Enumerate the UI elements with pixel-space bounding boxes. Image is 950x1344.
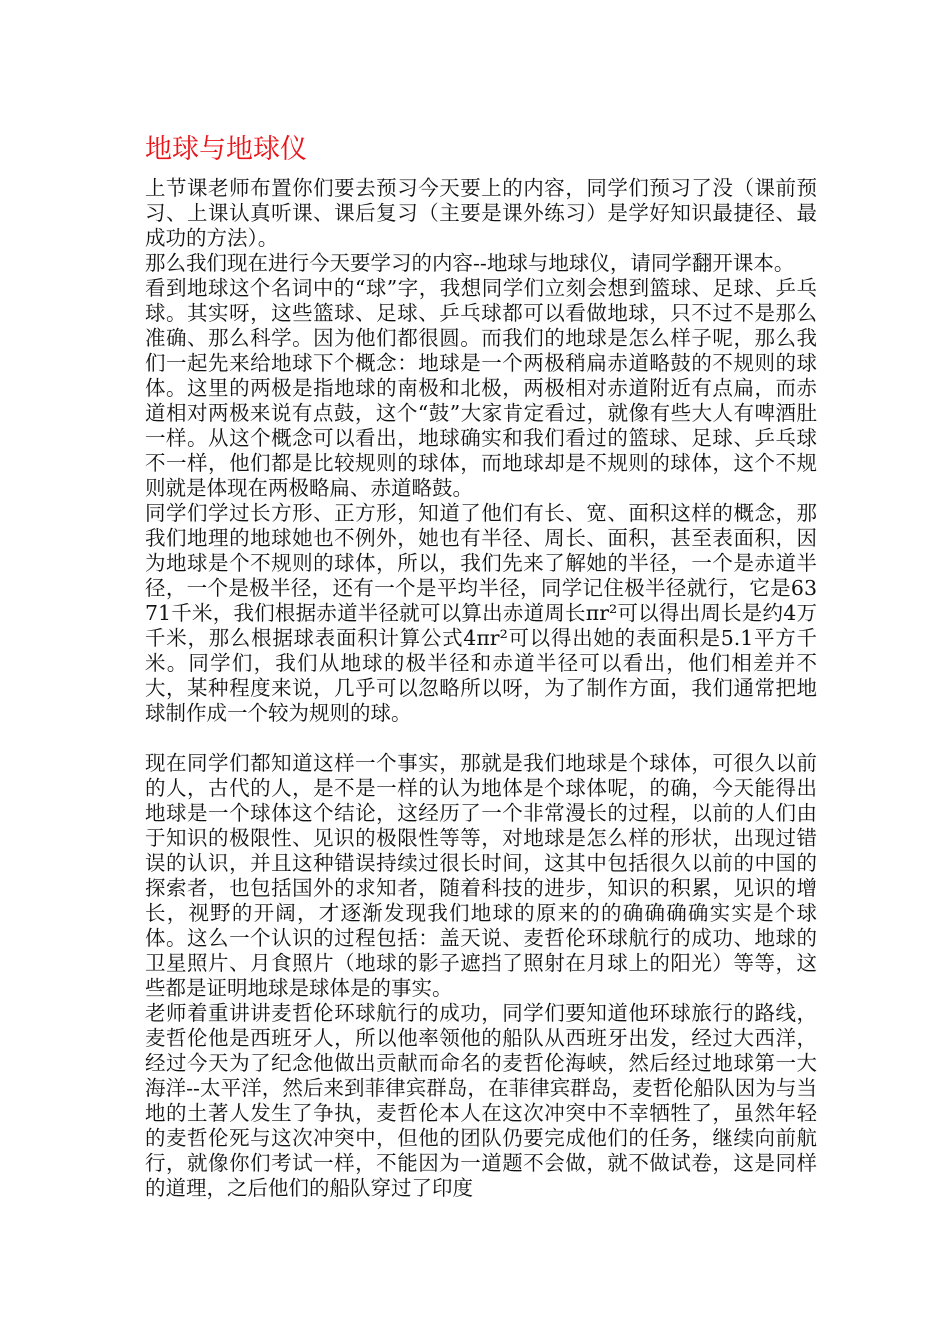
blank-line	[145, 726, 817, 751]
paragraph-earth-radius: 同学们学过长方形、正方形，知道了他们有长、宽、面积这样的概念，那我们地理的地球她也不例外，她也有半径、周长、面积，甚至表面积，因为地球是个不规则的球体，所以，我们先来了解她的半径，一个是赤道半径，一个是极半径，还有一个是平均半径，同学记住极半径就行，它是6371千米，我们根据赤道半径就可以算出赤道周长πr²可以得出周长是约4万千米，那么根据球表面积计算公式4πr²可以得出她的表面积是5.1平方千米。同学们，我们从地球的极半径和赤道半径可以看出，他们相差并不大，某种程度来说，几乎可以忽略所以呀，为了制作方面，我们通常把地球制作成一个较为规则的球。	[145, 501, 817, 725]
paragraph-earth-concept: 看到地球这个名词中的“球”字，我想同学们立刻会想到篮球、足球、乒乓球。其实呀，这些篮球、足球、乒乓球都可以看做地球，只不过不是那么准确、那么科学。因为他们都很圆。而我们的地球是怎么样子呢，那么我们一起先来给地球下个概念：地球是一个两极稍扁赤道略鼓的不规则的球体。这里的两极是指地球的南极和北极，两极相对赤道附近有点扁，而赤道相对两极来说有点鼓，这个“鼓”大家肯定看过，就像有些大人有啤酒肚一样。从这个概念可以看出，地球确实和我们看过的篮球、足球、乒乓球不一样，他们都是比较规则的球体，而地球却是不规则的球体，这个不规则就是体现在两极略扁、赤道略鼓。	[145, 276, 817, 500]
paragraph-open-textbook: 那么我们现在进行今天要学习的内容--地球与地球仪，请同学翻开课本。	[145, 251, 795, 275]
paragraph-earth-shape-history: 现在同学们都知道这样一个事实，那就是我们地球是个球体，可很久以前的人，古代的人，是不是一样的认为地体是个球体呢，的确，今天能得出地球是一个球体这个结论，这经历了一个非常漫长的过程，以前的人们由于知识的极限性、见识的极限性等等，对地球是怎么样的形状，出现过错误的认识，并且这种错误持续过很长时间，这其中包括很久以前的中国的探索者，也包括国外的求知者，随着科技的进步，知识的积累，见识的增长，视野的开阔，才逐渐发现我们地球的原来的的确确确确实实是个球体。这么一个认识的过程包括：盖天说、麦哲伦环球航行的成功、地球的卫星照片、月食照片（地球的影子遮挡了照射在月球上的阳光）等等，这些都是证明地球是球体是的事实。	[145, 751, 817, 1000]
document-page	[145, 130, 817, 1201]
paragraph-magellan-voyage: 老师着重讲讲麦哲伦环球航行的成功，同学们要知道他环球旅行的路线，麦哲伦他是西班牙人，所以他率领他的船队从西班牙出发，经过大西洋，经过今天为了纪念他做出贡献而命名的麦哲伦海峡，然后经过地球第一大海洋--太平洋，然后来到菲律宾群岛，在菲律宾群岛，麦哲伦船队因为与当地的土著人发生了争执，麦哲伦本人在这次冲突中不幸牺牲了，虽然年轻的麦哲伦死与这次冲突中，但他的团队仍要完成他们的任务，继续向前航行，就像你们考试一样，不能因为一道题不会做，就不做试卷，这是同样的道理，之后他们的船队穿过了印度	[145, 1001, 817, 1200]
document-title: 地球与地球仪	[145, 134, 307, 165]
paragraph-preview-reminder: 上节课老师布置你们要去预习今天要上的内容，同学们预习了没（课前预习、上课认真听课、课后复习（主要是课外练习）是学好知识最捷径、最成功的方法）。	[145, 176, 817, 250]
document-body	[145, 176, 817, 1201]
